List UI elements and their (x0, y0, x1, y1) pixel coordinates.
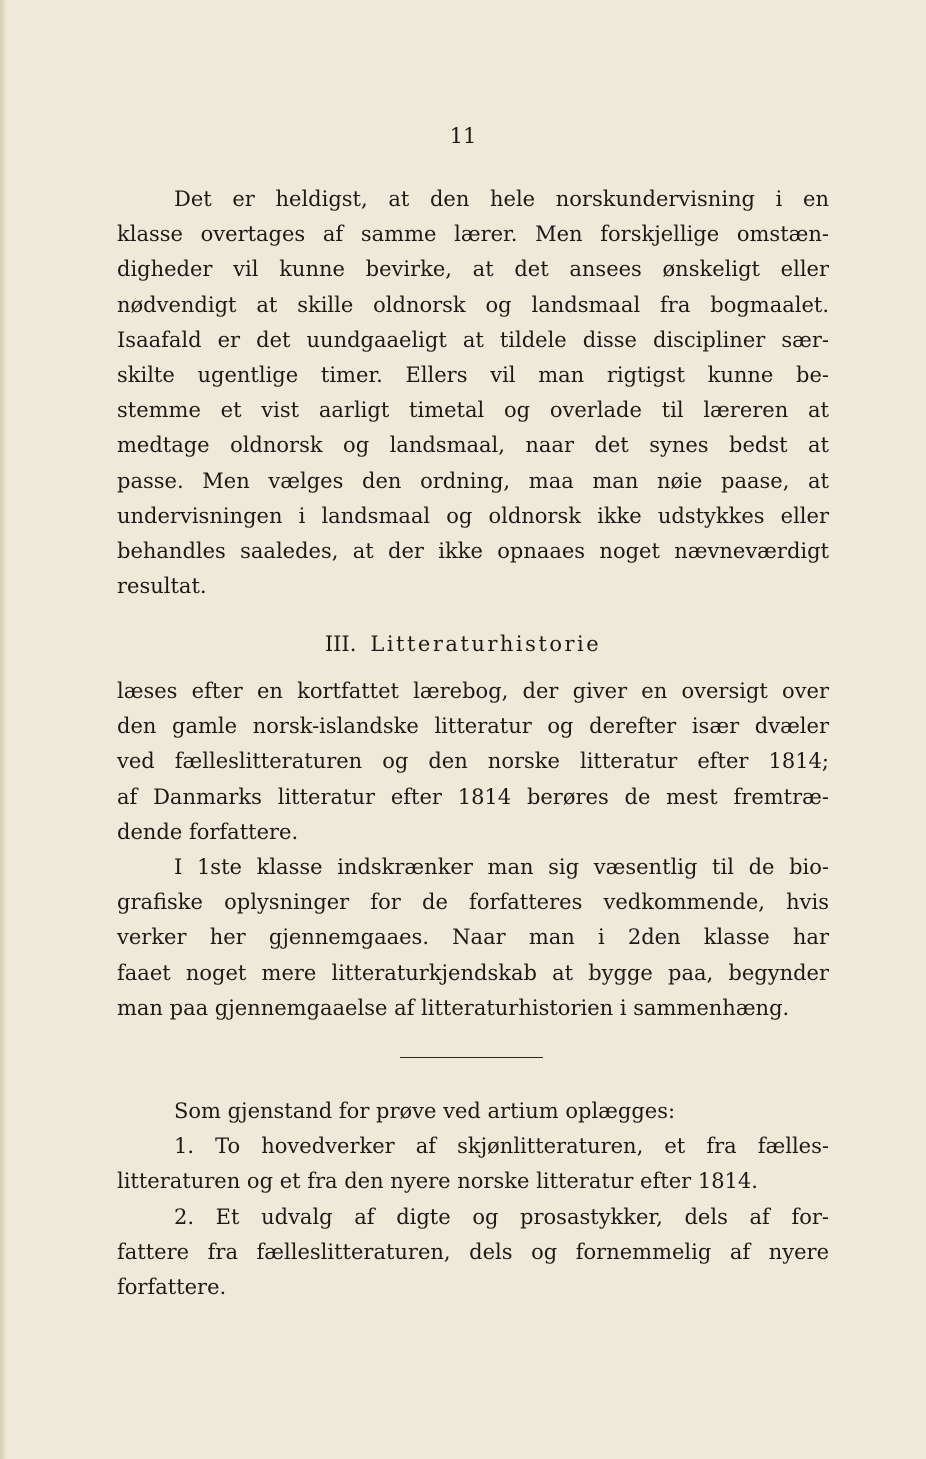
text-line: fattere fra fælleslitteraturen, dels og fornemmelig af nyere (117, 1240, 829, 1265)
text-line: stemme et vist aarligt timetal og overlade til læreren at (117, 398, 829, 423)
exam-item-1 (117, 1129, 829, 1199)
paragraph-class-instruction (117, 850, 829, 1026)
text-line: medtage oldnorsk og landsmaal, naar det synes bedst at (117, 433, 829, 458)
paragraph-literature-history (117, 674, 829, 850)
text-line: ved fælleslitteraturen og den norske litteratur efter 1814; (117, 749, 829, 774)
text-line: resultat. (117, 574, 207, 599)
text-line: grafiske oplysninger for de forfatteres vedkommende, hvis (117, 890, 829, 915)
text-line: den gamle norsk-islandske litteratur og derefter især dvæler (117, 714, 829, 739)
paragraph-exam-intro (117, 1094, 829, 1129)
paragraph-norwegian-teaching (117, 182, 829, 604)
text-line: faaet noget mere litteraturkjendskab at bygge paa, begynder (117, 960, 829, 985)
text-line: behandles saaledes, at der ikke opnaaes noget nævneværdigt (117, 538, 829, 563)
section-number: III. (324, 632, 357, 656)
section-title: Litteraturhistorie (370, 632, 602, 656)
text-line: I 1ste klasse indskrænker man sig væsentlig til de bio- (174, 855, 829, 879)
text-line: verker her gjennemgaaes. Naar man i 2den klasse har (117, 925, 829, 950)
section-heading (0, 632, 926, 656)
text-line: dende forfattere. (117, 819, 299, 844)
text-line: skilte ugentlige timer. Ellers vil man rigtigst kunne be- (117, 362, 829, 387)
text-line: forfattere. (117, 1275, 227, 1300)
text-line: nødvendigt at skille oldnorsk og landsmaal fra bogmaalet. (117, 292, 829, 317)
text-line: passe. Men vælges den ordning, maa man nøie paase, at (117, 468, 829, 493)
text-line: læses efter en kortfattet lærebog, der giver en oversigt over (117, 679, 829, 703)
text-line: 2. Et udvalg af digte og prosastykker, dels af for- (174, 1205, 829, 1229)
text-line: Som gjenstand for prøve ved artium oplægges: (174, 1099, 676, 1123)
text-line: klasse overtages af samme lærer. Men forskjellige omstæn- (117, 222, 829, 247)
text-line: Isaafald er det uundgaaeligt at tildele disse discipliner sær- (117, 327, 829, 352)
page-edge (0, 0, 6, 1459)
text-line: undervisningen i landsmaal og oldnorsk ikke udstykkes eller (117, 503, 829, 528)
section-divider (400, 1057, 543, 1058)
text-line: man paa gjennemgaaelse af litteraturhistorien i sammenhæng. (117, 995, 790, 1020)
text-line: 1. To hovedverker af skjønlitteraturen, et fra fælles- (174, 1134, 829, 1158)
text-line: Det er heldigst, at den hele norskundervisning i en (174, 187, 829, 211)
page-number: 11 (449, 124, 477, 148)
text-line: af Danmarks litteratur efter 1814 berøres de mest fremtræ- (117, 784, 829, 809)
exam-item-2 (117, 1200, 829, 1306)
text-line: litteraturen og et fra den nyere norske litteratur efter 1814. (117, 1169, 758, 1194)
text-line: digheder vil kunne bevirke, at det ansees ønskeligt eller (117, 257, 829, 282)
